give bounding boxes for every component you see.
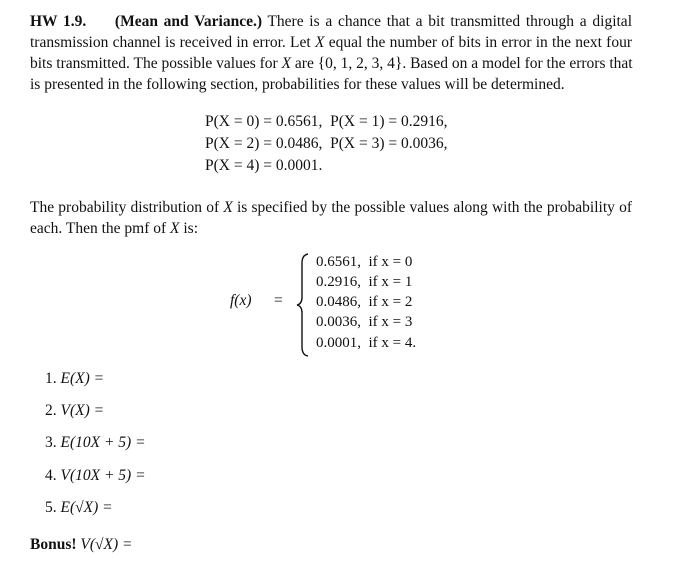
question-number: 3.	[45, 434, 57, 451]
question-text: V(X) =	[60, 402, 105, 419]
text: is presented in the following section, probabilities for these values will be determined.	[30, 76, 565, 93]
text: are {0, 1, 2, 3, 4}. Based on a model for the errors that	[294, 55, 633, 72]
para2-line-1	[30, 197, 632, 218]
text: is:	[183, 220, 199, 237]
pmf-case: 0.0486, if x = 2	[316, 294, 413, 310]
question-text: V(10X + 5) =	[60, 467, 146, 484]
question-2	[45, 402, 104, 420]
problem-number: HW 1.9.	[30, 13, 87, 30]
problem-line-4	[30, 74, 632, 95]
question-number: 4.	[45, 467, 57, 484]
variable: X	[223, 199, 233, 216]
pmf-case: 0.2916, if x = 1	[316, 274, 413, 290]
problem-line-3	[30, 53, 632, 74]
question-number: 1.	[45, 370, 57, 387]
text: is specified by the possible values along with the probability of	[236, 199, 632, 216]
question-text: E(√X) =	[60, 499, 113, 516]
text: There is a chance that a bit transmitted through a digital	[267, 13, 632, 30]
pmf-equals: =	[274, 292, 283, 309]
bonus-question	[30, 536, 133, 554]
bonus-label: Bonus!	[30, 536, 77, 553]
question-5	[45, 499, 113, 517]
variable: X	[314, 34, 325, 51]
question-3	[45, 434, 146, 452]
pmf-case: 0.0036, if x = 3	[316, 314, 413, 330]
variable: X	[281, 55, 292, 72]
question-1	[45, 370, 104, 388]
variable: X	[170, 220, 180, 237]
left-brace-icon	[296, 253, 310, 357]
equation-3: P(X = 4) = 0.0001.	[205, 157, 323, 174]
problem-title: (Mean and Variance.)	[114, 13, 262, 30]
bonus-text: V(√X) =	[80, 536, 133, 553]
problem-line-1	[30, 11, 632, 32]
question-4	[45, 467, 146, 485]
question-number: 2.	[45, 402, 57, 419]
question-text: E(X) =	[60, 370, 105, 387]
pmf-case: 0.0001, if x = 4.	[316, 335, 417, 351]
question-text: E(10X + 5) =	[60, 434, 146, 451]
para2-line-2	[30, 218, 632, 239]
pmf-lhs: f(x)	[230, 292, 252, 309]
question-number: 5.	[45, 499, 57, 516]
text: equal the number of bits in error in the next four	[328, 34, 632, 51]
text: transmission channel is received in error. Let	[30, 34, 311, 51]
text: each. Then the pmf of	[30, 220, 167, 237]
equation-1: P(X = 0) = 0.6561, P(X = 1) = 0.2916,	[205, 113, 448, 130]
equation-2: P(X = 2) = 0.0486, P(X = 3) = 0.0036,	[205, 135, 448, 152]
problem-line-2	[30, 32, 632, 53]
text: bits transmitted. The possible values for	[30, 55, 278, 72]
text: The probability distribution of	[30, 199, 220, 216]
pmf-case: 0.6561, if x = 0	[316, 254, 413, 270]
